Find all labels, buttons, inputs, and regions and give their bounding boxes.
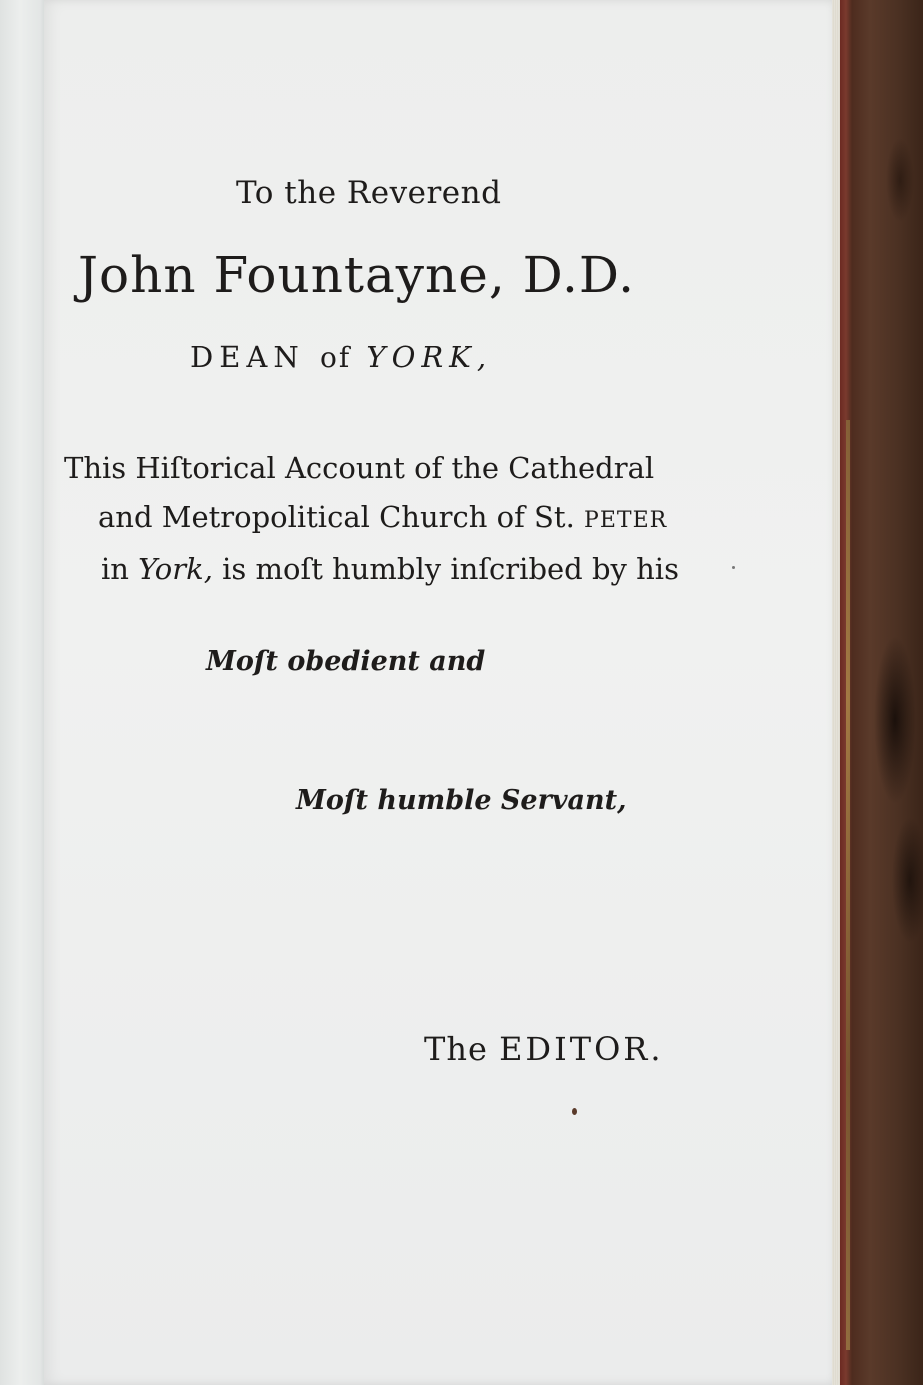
paper-speck: [732, 566, 735, 569]
leather-binding: [840, 0, 923, 1385]
york-italic: York,: [138, 552, 213, 586]
dean-place: YORK,: [366, 340, 493, 374]
paragraph-line-3-in: in: [101, 552, 129, 586]
dean-word: DEAN: [190, 340, 305, 374]
signature-the: The: [424, 1030, 488, 1068]
paragraph-line-2-text: and Metropolitical Church of St.: [98, 500, 575, 534]
signature-editor: EDITOR.: [499, 1030, 664, 1068]
signature: [424, 1030, 664, 1068]
closing-obedient: Moſt obedient and: [206, 646, 486, 677]
paragraph-line-1: This Hiſtorical Account of the Cathedral: [64, 451, 655, 485]
dedication-to-line: To the Reverend: [236, 175, 502, 211]
peter-smallcaps: PETER: [584, 508, 668, 533]
facing-page-edge: [0, 0, 46, 1385]
gilt-edge: [846, 420, 850, 1350]
closing-servant: Moſt humble Servant,: [296, 785, 627, 816]
dedicatee-name: John Fountayne, D.D.: [78, 246, 636, 304]
dean-of-word: of: [319, 341, 352, 374]
dedication-paragraph: [64, 444, 679, 594]
paragraph-line-2: [64, 493, 679, 545]
ink-speck: [572, 1108, 577, 1115]
paragraph-line-3: [64, 545, 679, 594]
paragraph-line-3-text: is moſt humbly inſcribed by his: [222, 552, 679, 586]
dedicatee-title: [190, 340, 492, 374]
